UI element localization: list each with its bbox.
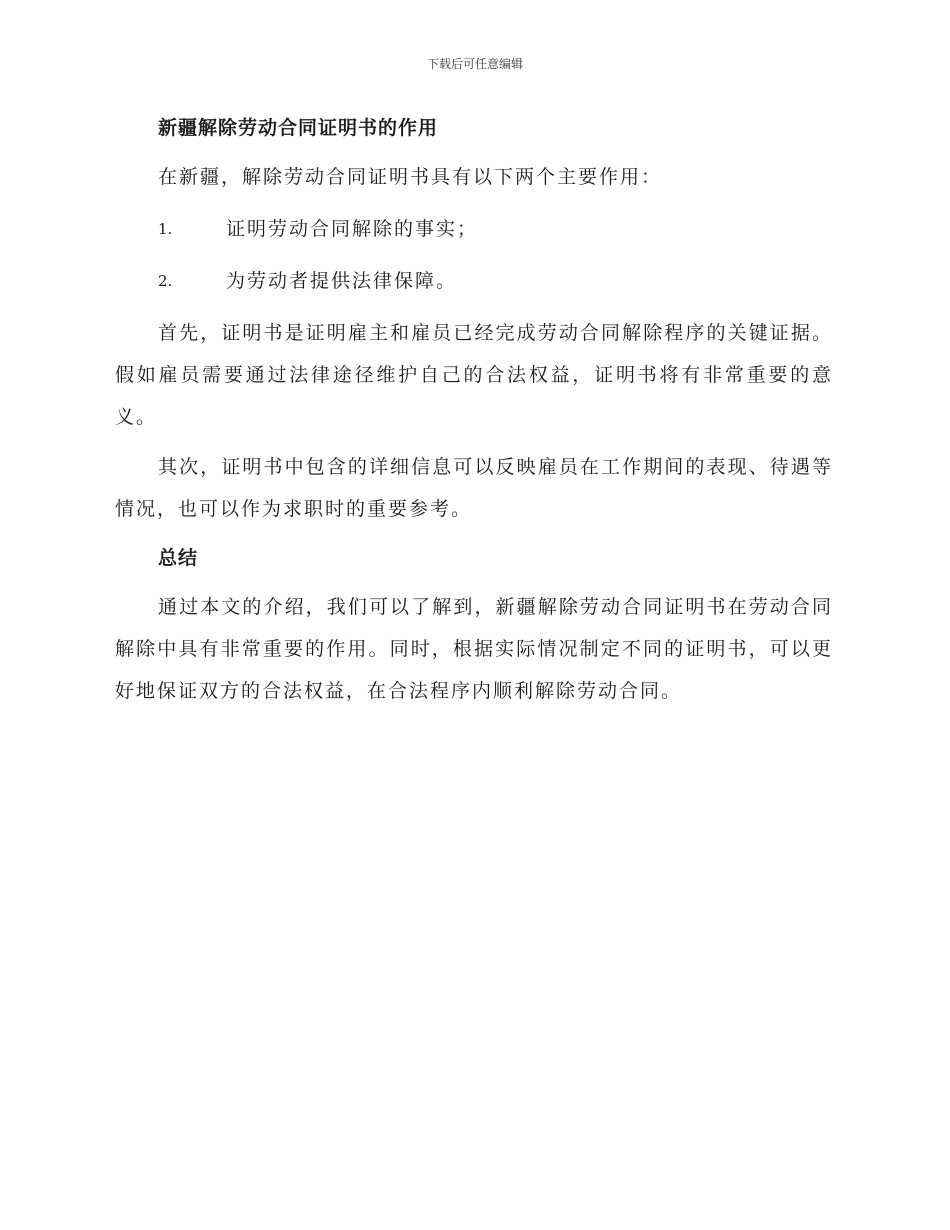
function-list [115,208,833,302]
list-number: 1. [158,220,173,238]
body-paragraph-1: 首先，证明书是证明雇主和雇员已经完成劳动合同解除程序的关键证据。假如雇员需要通过法律途径维护自己的合法权益，证明书将有非常重要的意义。 [115,322,833,428]
summary-heading: 总结 [158,547,199,569]
summary-paragraph: 通过本文的介绍，我们可以了解到，新疆解除劳动合同证明书在劳动合同解除中具有非常重要的作用。同时，根据实际情况制定不同的证明书，可以更好地保证双方的合法权益，在合法程序内顺利解除劳动合同。 [115,596,833,702]
page-header: 下载后可任意编辑 [426,57,523,71]
list-text: 为劳动者提供法律保障。 [226,270,458,292]
list-text: 证明劳动合同解除的事实； [226,218,479,240]
body-paragraph-2: 其次，证明书中包含的详细信息可以反映雇员在工作期间的表现、待遇等情况，也可以作为求职时的重要参考。 [115,456,833,520]
list-item [115,260,833,302]
document-title: 新疆解除劳动合同证明书的作用 [158,117,439,139]
list-number: 2. [158,272,173,290]
list-item [115,208,833,250]
intro-paragraph: 在新疆，解除劳动合同证明书具有以下两个主要作用： [158,166,663,188]
document-body [115,108,833,712]
